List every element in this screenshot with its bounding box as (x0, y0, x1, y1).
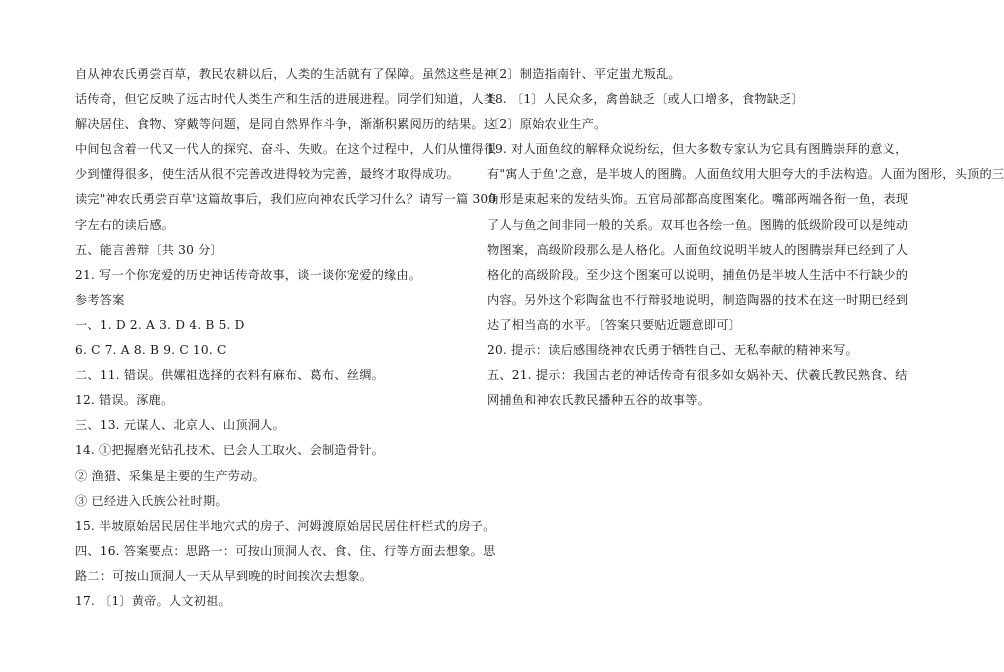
answer-line: 17. 〔1〕黄帝。人文初祖。 (75, 593, 231, 608)
text-line: 中间包含着一代又一代人的探究、奋斗、失败。在这个过程中，人们从懂得很 (75, 142, 497, 157)
answer-line: 路二：可按山顶洞人一天从早到晚的时间挨次去想象。 (75, 568, 373, 583)
answer-line: ② 渔猎、采集是主要的生产劳动。 (75, 468, 265, 483)
text-line: 自从神农氏勇尝百草，教民农耕以后，人类的生活就有了保障。虽然这些是神 (75, 67, 497, 81)
answer-line: 14. ①把握磨光钻孔技术、已会人工取火、会制造骨针。 (75, 443, 384, 458)
answer-line: 19. 对人面鱼纹的解释众说纷纭，但大多数专家认为它具有图腾崇拜的意义， (487, 142, 908, 157)
answer-line: 网捕鱼和神农氏教民播种五谷的故事等。 (487, 393, 710, 408)
answer-line: 三、13. 元谋人、北京人、山顶洞人。 (75, 418, 285, 433)
answer-line: 18. 〔1〕人民众多，禽兽缺乏〔或人口增多，食物缺乏〕 (487, 92, 804, 107)
text-line: 读完"神农氏勇尝百草'这篇故事后，我们应向神农氏学习什么？请写一篇 300 (75, 192, 497, 207)
answer-line: 内容。另外这个彩陶盆也不行辩驳地说明，制造陶器的技术在这一时期已经到 (487, 292, 909, 307)
text-line: 少到懂得很多，使生活从很不完善改进得较为完善，最终才取得成功。 (75, 167, 460, 182)
answers-heading: 参考答案 (75, 292, 125, 307)
section-heading: 五、能言善辩〔共 30 分〕 (75, 242, 223, 257)
answer-line: 五、21. 提示：我国古老的神话传奇有很多如女娲补天、伏羲氏教民熟食、结 (487, 368, 908, 383)
answer-line: 四、16. 答案要点：思路一：可按山顶洞人衣、食、住、行等方面去想象。思 (75, 543, 496, 558)
answer-line: 有"寓人于鱼'之意，是半坡人的图腾。人面鱼纹用大胆夸大的手法构造。人面为图形，头顶的三 (487, 167, 1004, 182)
answer-line: 达了相当高的水平。〔答案只要贴近题意即可〕 (487, 317, 742, 332)
answer-line: 20. 提示：读后感围绕神农氏勇于牺牲自己、无私奉献的精神来写。 (487, 343, 858, 358)
text-line: 话传奇，但它反映了远古时代人类生产和生活的进展进程。同学们知道，人类 (75, 92, 497, 107)
answer-line: 12. 错误。涿鹿。 (75, 393, 174, 408)
answer-line: 物图案，高级阶段那么是人格化。人面鱼纹说明半坡人的图腾崇拜已经到了人 (487, 242, 909, 257)
left-column (75, 62, 497, 614)
answer-line: 格化的高级阶段。至少这个图案可以说明，捕鱼仍是半坡人生活中不行缺少的 (487, 267, 909, 282)
answer-line: 角形是束起来的发结头饰。五官局部都高度图案化。嘴部两端各衔一鱼，表现 (487, 192, 909, 207)
answer-line: ③ 已经进入氏族公社时期。 (75, 493, 228, 508)
answer-line: 一、1. D 2. A 3. D 4. B 5. D (75, 317, 245, 332)
question-21: 21. 写一个你宠爱的历史神话传奇故事，谈一谈你宠爱的缘由。 (75, 267, 422, 282)
right-column (487, 62, 1004, 413)
text-line: 字左右的读后感。 (75, 217, 175, 232)
answer-line: 〔2〕制造指南针、平定蚩尤叛乱。 (487, 67, 681, 81)
answer-line: 〔2〕原始农业生产。 (487, 117, 607, 132)
answer-line: 15. 半坡原始居民居住半地穴式的房子、河姆渡原始居民居住杆栏式的房子。 (75, 518, 496, 533)
answer-line: 二、11. 错误。供嫘祖选择的衣料有麻布、葛布、丝绸。 (75, 368, 384, 383)
text-line: 解决居住、食物、穿戴等问题，是同自然界作斗争，渐渐积累阅历的结果。这 (75, 117, 497, 132)
answer-line: 6. C 7. A 8. B 9. C 10. C (75, 343, 227, 358)
answer-line: 了人与鱼之间非同一般的关系。双耳也各绘一鱼。图腾的低级阶段可以是纯动 (487, 217, 909, 232)
